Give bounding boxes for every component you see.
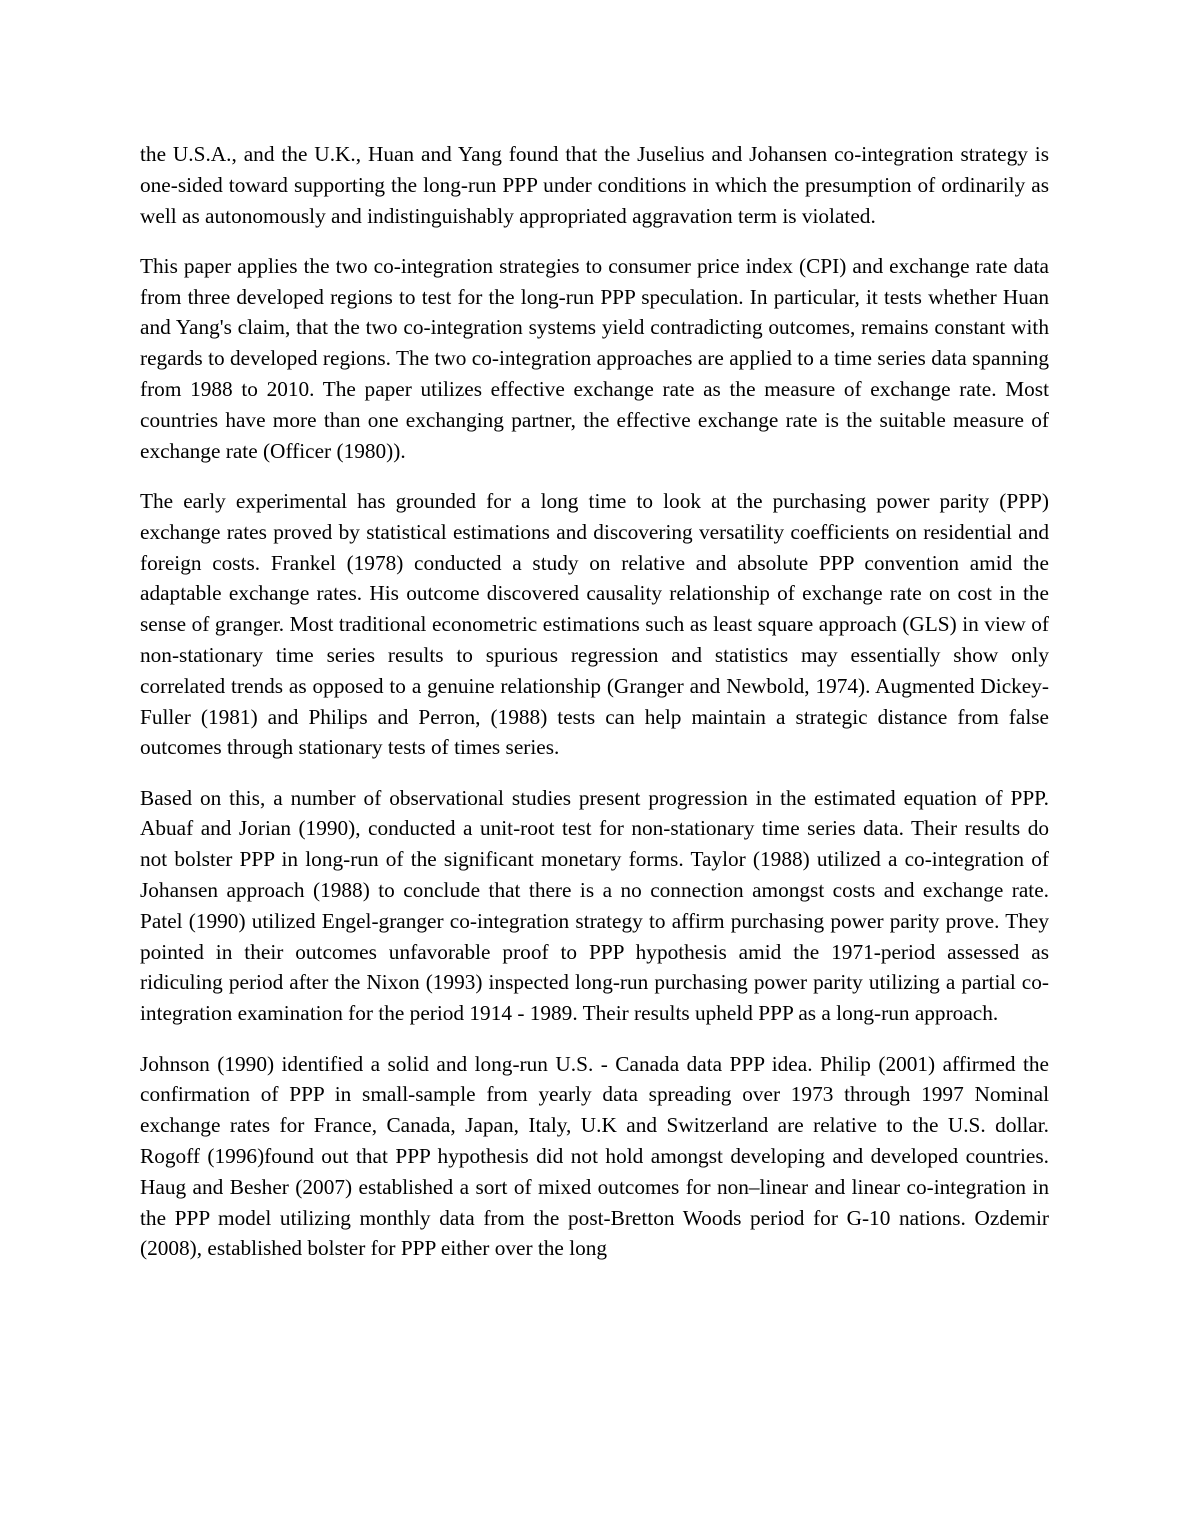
paragraph-4: Based on this, a number of observational studies present progression in the estimated equation of PPP. Abuaf and Jorian (1990), conducted a unit-root test for non-stationary time series data. Their results do not bolster PPP in long-run of the significant monetary forms. Taylor (1988) utilized a co-integration of Johansen approach (1988) to conclude that there is a no connection amongst costs and exchange rate. Patel (1990) utilized Engel-granger co-integration strategy to affirm purchasing power parity prove. They pointed in their outcomes unfavorable proof to PPP hypothesis amid the 1971-period assessed as ridiculing period after the Nixon (1993) inspected long-run purchasing power parity utilizing a partial co-integration examination for the period 1914 - 1989. Their results upheld PPP as a long-run approach. xyxy=(140,785,1049,1026)
paragraph-5: Johnson (1990) identified a solid and long-run U.S. - Canada data PPP idea. Philip (2001) affirmed the confirmation of PPP in small-sample from yearly data spreading over 1973 through 1997 Nominal exchange rates for France, Canada, Japan, Italy, U.K and Switzerland are relative to the U.S. dollar. Rogoff (1996)found out that PPP hypothesis did not hold amongst developing and developed countries. Haug and Besher (2007) established a sort of mixed outcomes for non–linear and linear co-integration in the PPP model utilizing monthly data from the post-Bretton Woods period for G-10 nations. Ozdemir (2008), established bolster for PPP either over the long xyxy=(140,1051,1049,1261)
paragraph-3: The early experimental has grounded for a long time to look at the purchasing power parity (PPP) exchange rates proved by statistical estimations and discovering versatility coefficients on residential and foreign costs. Frankel (1978) conducted a study on relative and absolute PPP convention amid the adaptable exchange rates. His outcome discovered causality relationship of exchange rate on cost in the sense of granger. Most traditional econometric estimations such as least square approach (GLS) in view of non-stationary time series results to spurious regression and statistics may essentially show only correlated trends as opposed to a genuine relationship (Granger and Newbold, 1974). Augmented Dickey-Fuller (1981) and Philips and Perron, (1988) tests can help maintain a strategic distance from false outcomes through stationary tests of times series. xyxy=(140,488,1049,760)
body-text xyxy=(140,139,1049,1284)
paragraph-2: This paper applies the two co-integration strategies to consumer price index (CPI) and exchange rate data from three developed regions to test for the long-run PPP speculation. In particular, it tests whether Huan and Yang's claim, that the two co-integration systems yield contradicting outcomes, remains constant with regards to developed regions. The two co-integration approaches are applied to a time series data spanning from 1988 to 2010. The paper utilizes effective exchange rate as the measure of exchange rate. Most countries have more than one exchanging partner, the effective exchange rate is the suitable measure of exchange rate (Officer (1980)). xyxy=(140,253,1049,463)
paragraph-1: the U.S.A., and the U.K., Huan and Yang found that the Juselius and Johansen co-integration strategy is one-sided toward supporting the long-run PPP under conditions in which the presumption of ordinarily as well as autonomously and indistinguishably appropriated aggravation term is violated. xyxy=(140,142,1049,228)
